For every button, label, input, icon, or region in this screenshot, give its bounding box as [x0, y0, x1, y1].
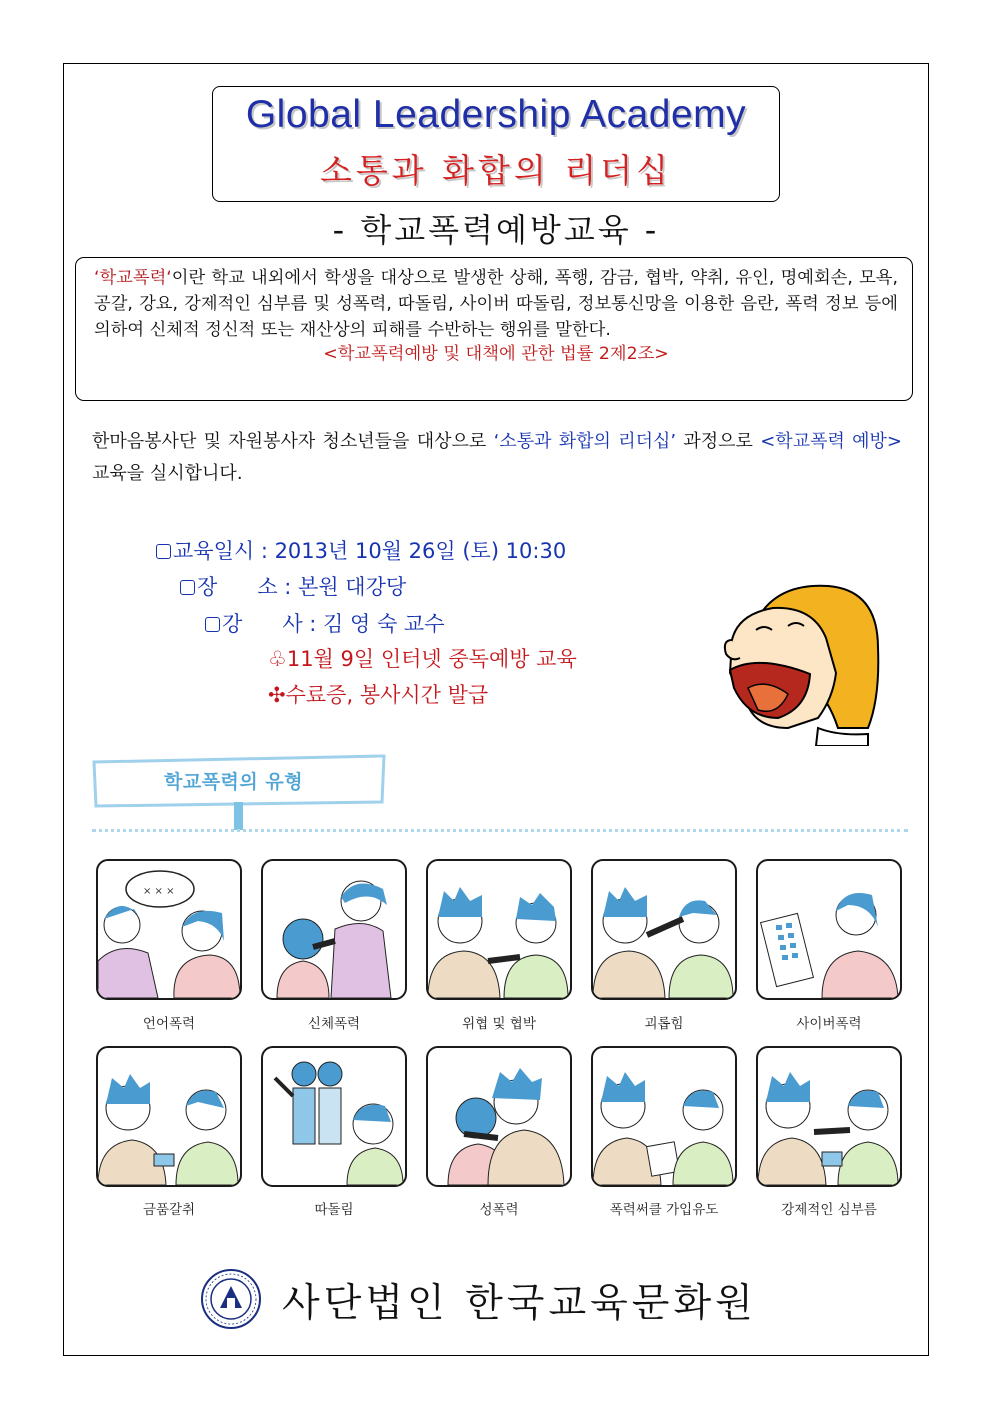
type-caption-6: 금품갈취: [142, 1202, 196, 1218]
definition-box: [75, 257, 913, 401]
laughing-face-illustration: [718, 578, 886, 746]
note-internet-addiction: [268, 643, 577, 673]
info-lecturer-text: 강 사 : 김 영 숙 교수: [222, 612, 445, 636]
cyber-violence-illustration: [756, 859, 902, 1000]
title-box: [212, 86, 780, 202]
intro-text-2: 과정으로: [676, 431, 761, 452]
intro-text-3: 교육을 실시합니다.: [92, 463, 243, 484]
type-caption-2: 신체폭력: [307, 1016, 361, 1032]
note1-text: 11월 9일 인터넷 중독예방 교육: [286, 647, 577, 671]
intro-highlight-course: ‘소통과 화합의 리더십’: [493, 431, 677, 452]
bullying-harassment-illustration: [591, 859, 737, 1000]
info-date-text: 교육일시 : 2013년 10월 26일 (토) 10:30: [173, 539, 567, 563]
threat-intimidation-illustration: [426, 859, 572, 1000]
type-caption-5: 사이버폭력: [796, 1016, 862, 1032]
checkbox-square-icon: [205, 617, 220, 632]
info-lecturer: [205, 608, 445, 638]
clover-cross-icon: ✣: [268, 683, 286, 707]
definition-body: 이란 학교 내외에서 학생을 대상으로 발생한 상해, 폭행, 감금, 협박, 약취, 유인, 명예회손, 모욕, 공갈, 강요, 강제적인 심부름 및 성폭력, 따돌림, 사이버 따돌림, 정보통신망을 이용한 음란, 폭력 정보 등에 의하여 신체적 정신적 또는 재산상의 피해를 수반하는 행위를 말한다.: [94, 268, 898, 340]
type-caption-1: 언어폭력: [142, 1016, 196, 1032]
info-date: [156, 535, 566, 565]
ostracism-illustration: [261, 1046, 407, 1187]
svg-text:× × ×: × × ×: [143, 886, 175, 897]
intro-text-1: 한마음봉사단 및 자원봉사자 청소년들을 대상으로: [92, 431, 494, 452]
note-certificate: [268, 679, 488, 709]
title-korean: 소통과 화합의 리더십: [320, 151, 672, 190]
violence-types-heading: [92, 752, 388, 808]
note2-text: 수료증, 봉사시간 발급: [285, 683, 489, 707]
intro-paragraph: [92, 426, 902, 490]
label-stem: [234, 802, 243, 830]
violence-types-heading-text: 학교폭력의 유형: [164, 771, 304, 793]
verbal-violence-illustration: [96, 859, 242, 1000]
extortion-illustration: [96, 1046, 242, 1187]
type-caption-10: 강제적인 심부름: [781, 1202, 877, 1218]
dotted-divider: [92, 829, 908, 832]
club-symbol-icon: ♧: [268, 647, 287, 671]
organization-seal-logo: [200, 1268, 262, 1330]
type-caption-9: 폭력써클 가입유도: [609, 1202, 719, 1218]
type-caption-7: 따돌림: [314, 1202, 354, 1218]
type-caption-3: 위협 및 협박: [462, 1016, 536, 1032]
checkbox-square-icon: [156, 544, 171, 559]
intro-highlight-topic: <학교폭력 예방>: [760, 431, 902, 452]
type-caption-8: 성폭력: [479, 1202, 519, 1218]
forced-errand-illustration: [756, 1046, 902, 1187]
page-subtitle: - 학교폭력예방교육 -: [332, 211, 660, 249]
definition-text: [94, 265, 898, 343]
organization-name: 사단법인 한국교육문화원: [282, 1281, 757, 1326]
physical-violence-illustration: [261, 859, 407, 1000]
title-english: Global Leadership Academy: [245, 93, 747, 136]
definition-term: ‘학교폭력‘: [94, 268, 172, 288]
info-place: [180, 571, 406, 601]
gang-recruitment-illustration: [591, 1046, 737, 1187]
sexual-violence-illustration: [426, 1046, 572, 1187]
definition-law-reference: <학교폭력예방 및 대책에 관한 법률 2제2조>: [323, 344, 669, 364]
info-place-text: 장 소 : 본원 대강당: [197, 575, 407, 599]
type-caption-4: 괴롭힘: [644, 1016, 684, 1032]
checkbox-square-icon: [180, 580, 195, 595]
